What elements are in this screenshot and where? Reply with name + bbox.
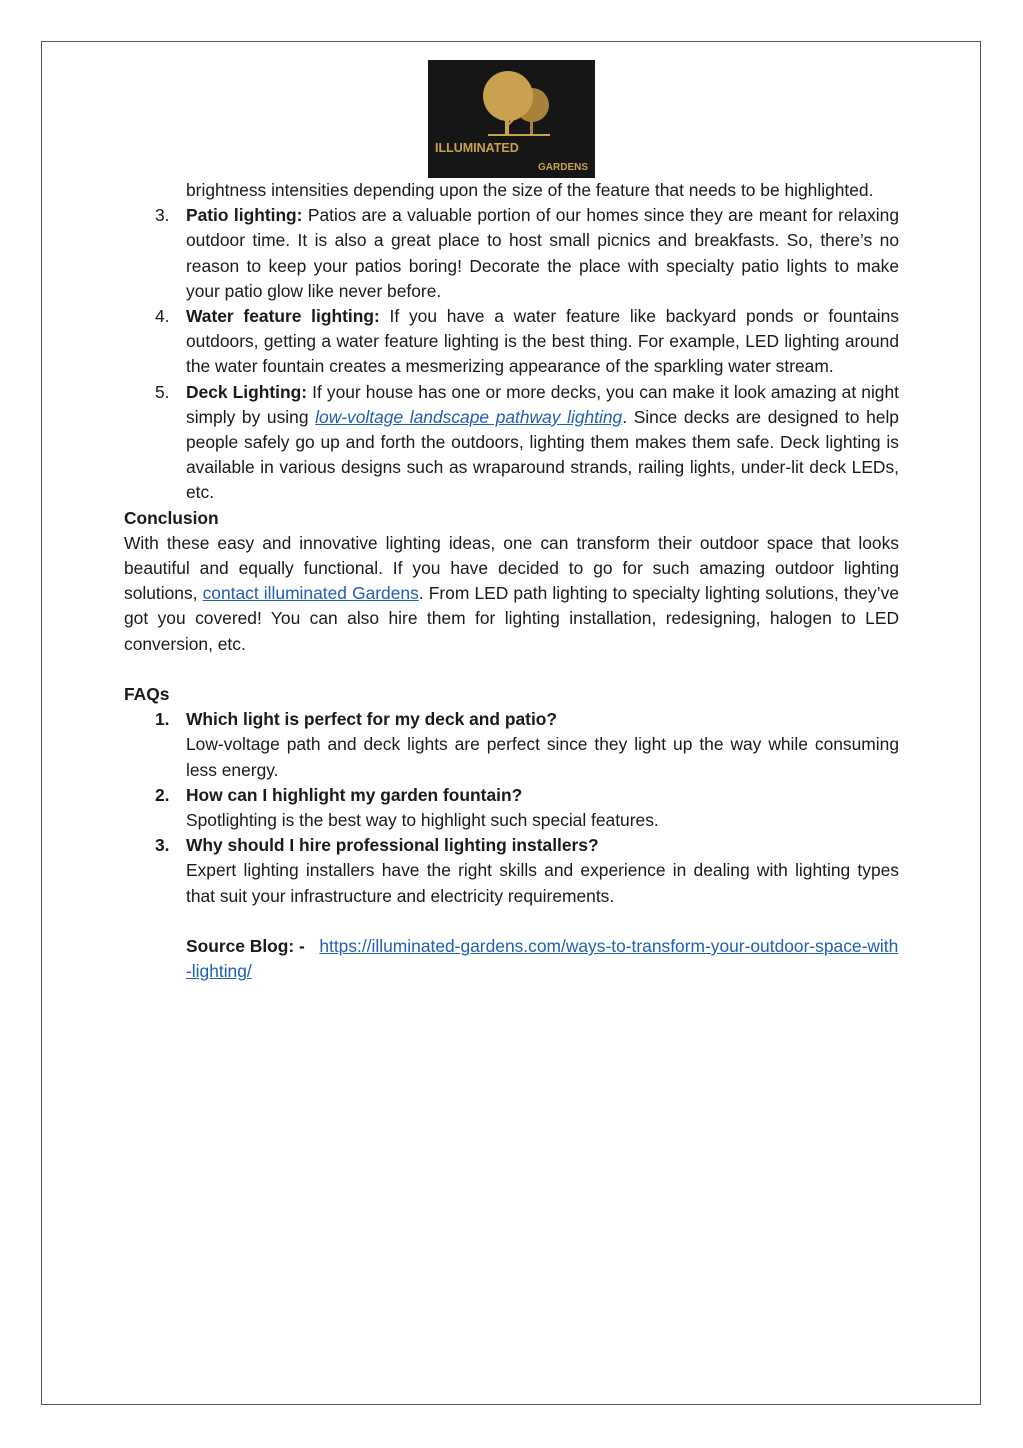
list-item-continuation: [124, 178, 899, 203]
conclusion-text-after: . From LED path lighting to specialty lighting solutions, they’ve got you covered! You can also hire them for lighting installation, redesigning, halogen to LED conversion, etc.: [124, 583, 899, 654]
faq-question: Which light is perfect for my deck and patio?: [186, 709, 558, 730]
faq-answer: Spotlighting is the best way to highlight such special features.: [186, 810, 659, 831]
item-text-after: . Since decks are designed to help people safely go up and forth the outdoors, lighting them makes them safe. Deck lighting is available in various designs such as wraparound strands, railing lights, under-lit deck LEDs, etc.: [186, 406, 899, 503]
source-blog: [124, 934, 899, 984]
conclusion-heading: Conclusion: [124, 507, 219, 528]
faq-question: How can I highlight my garden fountain?: [186, 784, 523, 805]
tree-logo-graphic: [428, 60, 595, 178]
faqs-heading: FAQs: [124, 684, 170, 705]
pathway-lighting-link[interactable]: low-voltage landscape pathway lighting: [315, 406, 623, 427]
faq-question: Why should I hire professional lighting installers?: [186, 835, 599, 856]
source-url-link[interactable]: https://illuminated-gardens.com/ways-to-transform-your-outdoor-space-with-lighting/: [186, 936, 899, 982]
faq-answer: Low-voltage path and deck lights are perfect since they light up the way while consuming less energy.: [186, 734, 899, 780]
logo-text-gardens: GARDENS: [538, 162, 589, 173]
logo-tree-left-icon: [483, 71, 533, 121]
logo-text-illuminated: ILLUMINATED: [435, 141, 519, 155]
company-logo: [428, 60, 595, 178]
faq-item: [124, 707, 899, 783]
faq-item: [124, 783, 899, 833]
spacer: [124, 657, 899, 682]
faq-number: 2.: [155, 784, 170, 805]
item-text-before: If your house has one or more decks, you can make it look amazing at night simply by using: [186, 381, 899, 427]
list-number: 5.: [155, 381, 170, 402]
list-item-deck-lighting: [124, 380, 899, 506]
item-text: Patios are a valuable portion of our homes since they are meant for relaxing outdoor time. It is also a great place to host small picnics and breakfasts. So, there’s no reason to keep your patios boring! Decorate the place with specialty patio lights to make your patio glow like never before.: [186, 205, 899, 301]
continuation-text: brightness intensities depending upon the size of the feature that needs to be highlighted.: [186, 180, 874, 200]
conclusion-text-before: With these easy and innovative lighting ideas, one can transform their outdoor space that looks beautiful and equally functional. If you have decided to go for such amazing outdoor lighting solutions,: [124, 532, 899, 604]
contact-link[interactable]: contact illuminated Gardens: [202, 583, 419, 604]
document-body: [124, 178, 899, 984]
source-label: Source Blog: -: [186, 936, 305, 957]
item-text: If you have a water feature like backyard ponds or fountains outdoors, getting a water feature lighting is the best thing. For example, LED lighting around the water fountain creates a mesmerizing appearance of the sparkling water stream.: [186, 306, 899, 377]
list-item-patio-lighting: [124, 203, 899, 304]
list-number: 3.: [155, 205, 170, 226]
item-title: Water feature lighting:: [186, 306, 380, 327]
list-number: 4.: [155, 306, 170, 327]
faq-number: 3.: [155, 835, 170, 856]
faq-number: 1.: [155, 709, 170, 730]
item-title: Patio lighting:: [186, 205, 303, 226]
item-title: Deck Lighting:: [186, 381, 308, 402]
faq-item: [124, 833, 899, 909]
conclusion-paragraph: [124, 531, 899, 657]
faq-answer: Expert lighting installers have the right skills and experience in dealing with lighting types that suit your infrastructure and electricity requirements.: [186, 860, 899, 906]
list-item-water-feature-lighting: [124, 304, 899, 380]
spacer: [124, 909, 899, 934]
